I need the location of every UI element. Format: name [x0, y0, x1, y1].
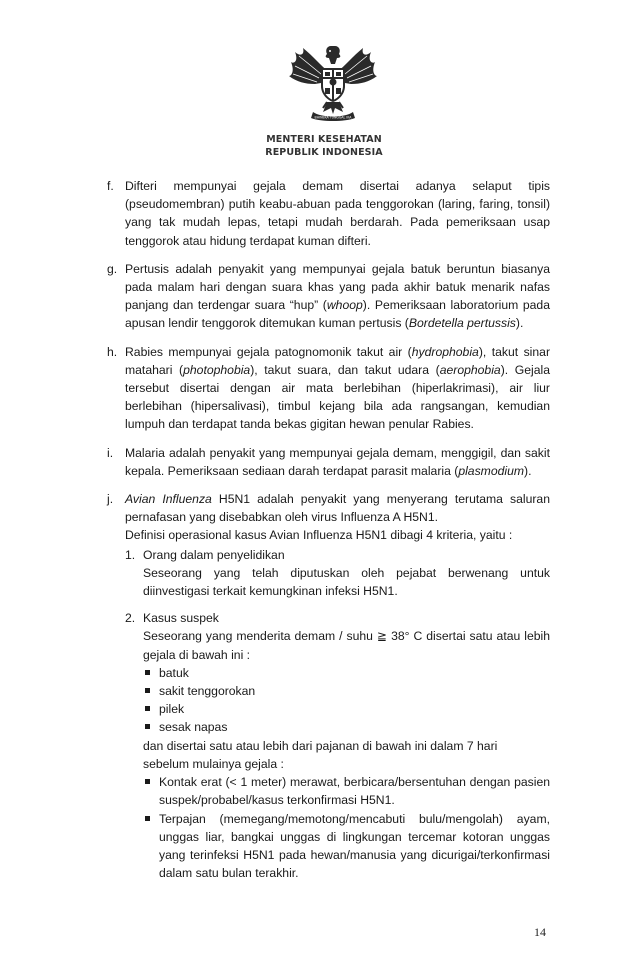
symptom-item: sesak napas — [143, 718, 550, 736]
item-text — [125, 343, 550, 434]
italic-term: aerophobia — [439, 362, 501, 377]
list-item-h — [107, 343, 550, 434]
exposure-list — [143, 773, 550, 882]
content-body — [107, 177, 550, 892]
text-segment: ). — [524, 463, 532, 478]
letterhead-line1: MENTERI KESEHATAN — [266, 134, 382, 145]
text-segment: ). — [515, 316, 524, 331]
text-segment: Rabies mempunyai gejala patognomonik takut air ( — [125, 344, 412, 359]
exposure-intro-line2: sebelum mulainya gejala : — [143, 756, 284, 771]
criteria-number: 1. — [125, 547, 136, 562]
criteria-2 — [125, 609, 550, 882]
criteria-body: Seseorang yang telah diputuskan oleh pejabat berwenang untuk diinvestigasi terkait kemungkinan infeksi H5N1. — [143, 565, 550, 599]
criteria-1 — [125, 546, 550, 601]
text-segment: ), takut suara, dan takut udara ( — [250, 362, 440, 377]
letterhead — [0, 133, 638, 159]
criteria-number: 2. — [125, 611, 136, 626]
list-item-f — [107, 177, 550, 250]
symptom-item: pilek — [143, 700, 550, 718]
text-segment: ). Pemeriksaan laboratorium pada apusan lendir tenggorok ditemukan kuman pertusis ( — [125, 298, 550, 331]
text-segment: Pertusis adalah penyakit yang mempunyai gejala batuk beruntun biasanya pada malam hari dengan suara khas yang pada akhir batuk menarik nafas panjang dan terdengar suara “hup” ( — [125, 261, 550, 313]
italic-term: photophobia — [183, 362, 251, 377]
item-label: h. — [107, 344, 118, 359]
letterhead-line2: REPUBLIK INDONESIA — [265, 147, 383, 158]
italic-term: plasmodium — [458, 463, 525, 478]
item-text — [125, 260, 550, 333]
symptom-list — [143, 664, 550, 737]
criteria-title: Kasus suspek — [143, 611, 219, 626]
italic-term: hydrophobia — [411, 344, 479, 359]
criteria-body: Seseorang yang menderita demam / suhu ≧ 38° C disertai satu atau lebih gejala di bawah ini : — [143, 629, 550, 662]
list-item-g — [107, 260, 550, 333]
italic-term: Bordetella pertussis — [408, 316, 516, 331]
item-label: j. — [107, 492, 114, 507]
item-text — [125, 444, 550, 480]
item-text — [125, 490, 550, 526]
item-label: i. — [107, 445, 114, 460]
garuda-emblem-icon — [285, 42, 381, 124]
italic-term: Avian Influenza — [125, 492, 212, 507]
item-label: g. — [107, 261, 118, 276]
exposure-item: Terpajan (memegang/memotong/mencabuti bulu/mengolah) ayam, unggas liar, bangkai unggas di lingkungan tercemar kotoran unggas yang terinfeksi H5N1 pada hewan/manusia yang dicurigai/terkonfirmasi dalam satu bulan terakhir. — [143, 810, 550, 883]
page-number: 14 — [534, 925, 546, 939]
text-segment: H5N1 adalah penyakit yang menyerang terutama saluran pernafasan yang disebabkan oleh virus Influenza A H5N1. — [125, 492, 550, 525]
item-text: Difteri mempunyai gejala demam disertai adanya selaput tipis (pseudomembran) putih keabu-abuan pada tenggorokan (laring, faring, tonsil) yang tak mudah lepas, tetapi mudah berdarah. Pada pemeriksaan usap tenggorok atau hidung terdapat kuman difteri. — [125, 179, 550, 248]
symptom-item: batuk — [143, 664, 550, 682]
criteria-title: Orang dalam penyelidikan — [143, 547, 285, 562]
italic-term: whoop — [326, 298, 363, 313]
text-segment: ). Gejala tersebut disertai dengan air mata berlebihan (hiperlakrimasi), air liur berlebihan (hipersalivasi), timbul kejang bila ada rangsangan, kemudian lumpuh dan terdapat tanda bekas gigitan hewan penular Rabies. — [125, 362, 551, 432]
symptom-item: sakit tenggorokan — [143, 682, 550, 700]
definition-text: Definisi operasional kasus Avian Influenza H5N1 dibagi 4 kriteria, yaitu : — [125, 528, 513, 543]
list-item-j — [107, 490, 550, 882]
exposure-item: Kontak erat (< 1 meter) merawat, berbicara/bersentuhan dengan pasien suspek/probabel/kasus terkonfirmasi H5N1. — [143, 773, 550, 809]
text-segment: Malaria adalah penyakit yang mempunyai gejala demam, menggigil, dan sakit kepala. Pemeriksaan sediaan darah terdapat parasit malaria ( — [125, 445, 550, 478]
item-label: f. — [107, 179, 114, 193]
emblem-motto: BHINEKA TUNGGAL IKA — [314, 115, 352, 120]
text-segment: ), takut sinar matahari ( — [125, 344, 551, 377]
exposure-intro-line1: dan disertai satu atau lebih dari pajanan di bawah ini dalam 7 hari — [143, 738, 498, 753]
list-item-i — [107, 444, 550, 480]
